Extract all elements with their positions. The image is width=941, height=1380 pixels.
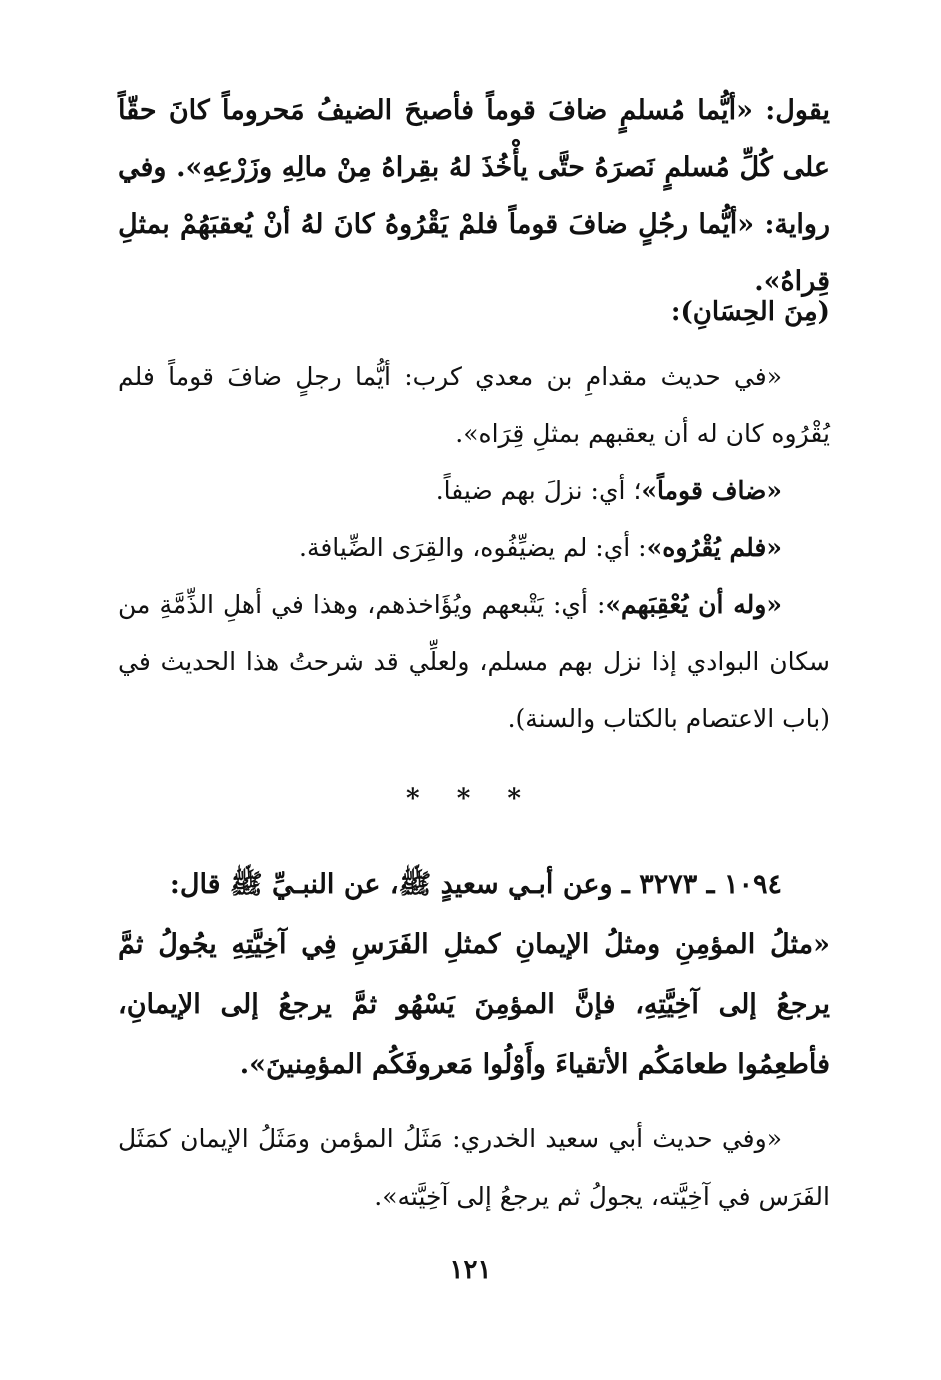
gloss-text-3: : أي: يَتْبعهم ويُؤَاخذهم، وهذا في أهلِ الذِّمَّةِ من سكان البوادي إذا نزل بهم مسلم، ولعلِّي قد شرحتُ هذا الحديث في (باب الاعتصام بالكتاب والسنة).: [118, 590, 830, 733]
gloss-term-2: «فلم يُقْرُوه»: [646, 533, 782, 562]
gloss-term-1: «ضاف قوماً»: [641, 476, 782, 505]
intro-paragraph: يقول: «أيُّما مُسلمٍ ضافَ قوماً فأصبحَ الضيفُ مَحروماً كانَ حقّاً على كُلِّ مُسلمٍ نَصرَهُ حتَّى يأْخُذَ لهُ بقِراهُ مِنْ مالِهِ وزَرْعِهِ». وفي رواية: «أيُّما رجُلٍ ضافَ قوماً فلمْ يَقْرُوهُ كانَ لهُ أنْ يُعقبَهُمْ بمثلِ قِراهُ».: [118, 95, 830, 297]
hadith-1094-header: ١٠٩٤ ـ ٣٢٧٣ ـ وعن أبـي سعيدٍ ﷺ، عن النبـيِّ ﷺ قال:: [169, 869, 782, 900]
hadith-1094: [118, 855, 830, 1095]
explanation-block: [118, 348, 830, 747]
gloss-paragraph-1: [118, 462, 830, 519]
explanation-hadith-quote: «في حديث مقدامِ بن معدي كرب: أيُّما رجلٍ ضافَ قوماً فلم يُقْرُوه كان له أن يعقبهم بمثلِ قِرَاه».: [118, 362, 830, 448]
gloss-text-1: ؛ أي: نزلَ بهم ضيفاً.: [435, 476, 642, 505]
hadith-note: «وفي حديث أبي سعيد الخدري: مَثَلُ المؤمن ومَثَلُ الإيمان كمَثَل الفَرَس في آخِيَّته، يجولُ ثم يرجعُ إلى آخِيَّته».: [118, 1124, 830, 1211]
gloss-text-2: : أي: لم يضيِّفُوه، والقِرَى الضِّيافة.: [299, 533, 647, 562]
gloss-paragraph-2: [118, 519, 830, 576]
section-separator: * * *: [406, 784, 535, 814]
hadith-1094-text: «مثلُ المؤمِنِ ومثلُ الإيمانِ كمثلِ الفَرَسِ فِي آخِيَّتِهِ يجُولُ ثمَّ يرجعُ إلى آخِيَّتِهِ، فإنَّ المؤمِنَ يَسْهُو ثمَّ يرجعُ إلى الإيمانِ، فأطعِمُوا طعامَكُم الأتقياءَ وأَوْلُوا مَعروفَكُم المؤمِنينَ».: [118, 929, 830, 1080]
gloss-paragraph-3: [118, 576, 830, 747]
gloss-term-3: «وله أن يُعْقِبَهم»: [605, 590, 783, 619]
page-number: ١٢١: [449, 1255, 492, 1285]
section-heading: (مِنَ الحِسَانِ):: [670, 297, 830, 327]
